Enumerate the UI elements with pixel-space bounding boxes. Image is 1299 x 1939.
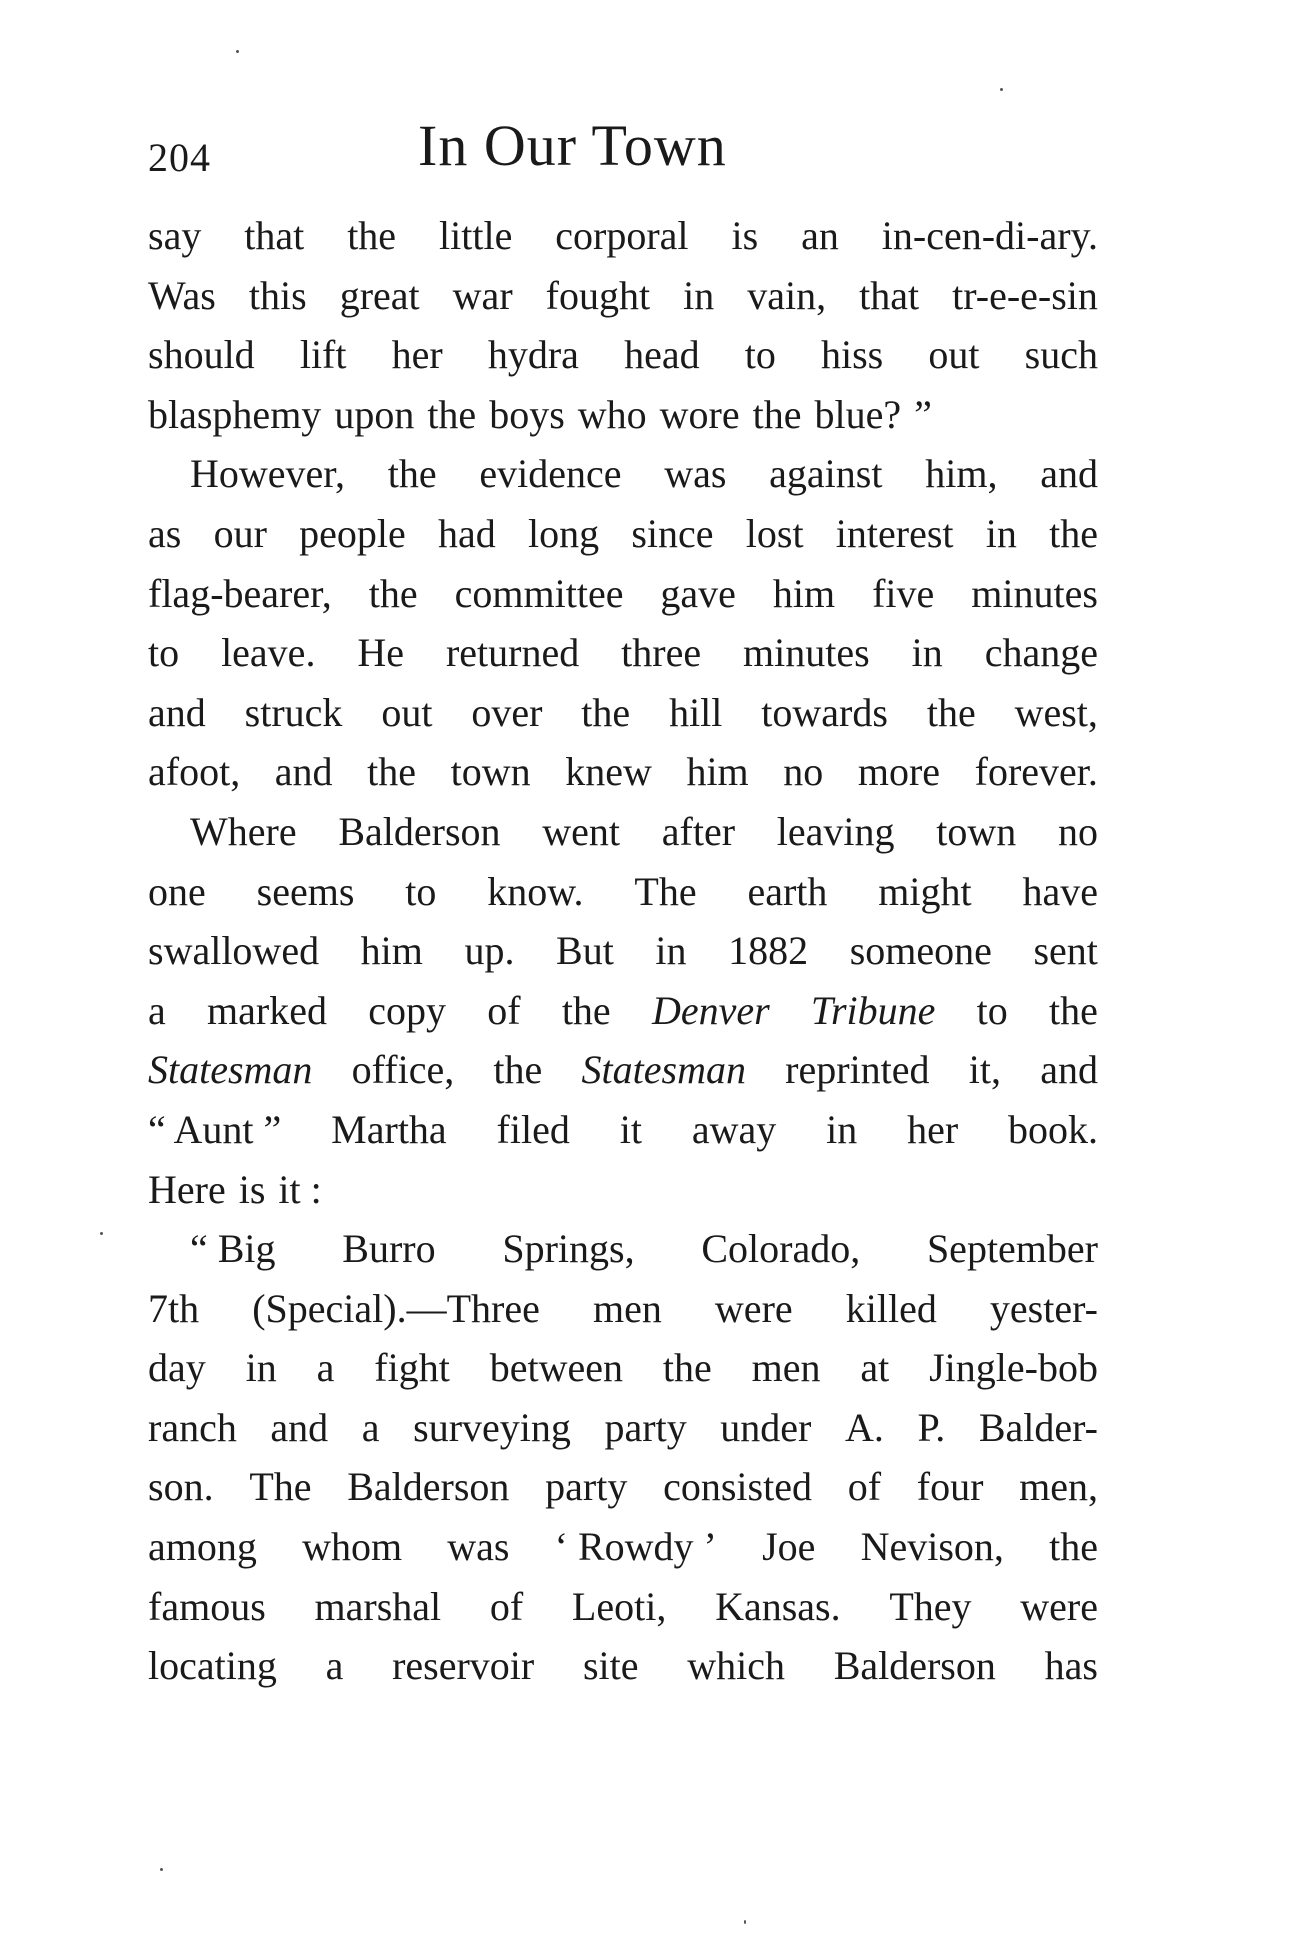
word: evidence — [479, 451, 622, 497]
word: sent — [1033, 928, 1098, 974]
word: blasphemy — [148, 391, 322, 437]
scan-speck — [100, 1232, 103, 1235]
word: “ Big — [190, 1226, 276, 1272]
word: great — [339, 272, 420, 318]
word: that — [859, 272, 920, 318]
word: killed — [845, 1285, 937, 1331]
word: one — [148, 868, 206, 914]
word: struck — [244, 689, 343, 735]
word: surveying — [413, 1404, 571, 1450]
text-line — [148, 266, 1098, 326]
word: was — [447, 1524, 510, 1570]
word: him — [772, 570, 836, 616]
word: a — [316, 1345, 335, 1391]
word: over — [471, 689, 543, 735]
word: might — [878, 868, 972, 914]
word: But — [556, 928, 614, 974]
word: the — [1049, 1524, 1098, 1570]
text-line — [148, 1398, 1098, 1458]
word: against — [769, 451, 883, 497]
word: famous — [148, 1583, 266, 1629]
scan-speck — [744, 1920, 746, 1924]
word: her — [391, 332, 443, 378]
word: party — [604, 1404, 687, 1450]
page-header — [148, 112, 1098, 192]
word: war — [452, 272, 513, 318]
word: Jingle-bob — [929, 1345, 1098, 1391]
word: were — [1020, 1583, 1098, 1629]
word: five — [872, 570, 935, 616]
word: lost — [745, 510, 804, 556]
word: and — [148, 689, 206, 735]
word: in-cen-di-ary. — [881, 213, 1098, 258]
word: no — [1057, 808, 1098, 854]
word: corporal — [555, 213, 689, 258]
text-line — [148, 1219, 1098, 1279]
text-line — [148, 742, 1098, 802]
word: September — [926, 1226, 1098, 1272]
word: upon — [334, 391, 415, 437]
word: in — [245, 1345, 277, 1391]
word: a — [361, 1404, 380, 1450]
word: Kansas. — [715, 1583, 841, 1629]
word: in — [985, 510, 1017, 556]
text-line — [148, 1279, 1098, 1339]
word: (Special).—Three — [252, 1285, 540, 1331]
word: it : — [278, 1166, 322, 1212]
word: people — [299, 510, 406, 556]
word: town — [450, 749, 531, 795]
running-title: In Our Town — [418, 113, 727, 178]
italic-word: Tribune — [810, 987, 936, 1033]
word: the — [1049, 510, 1098, 556]
word: “ Aunt ” — [148, 1106, 282, 1152]
word: However, — [190, 451, 345, 497]
word: our — [213, 510, 267, 556]
word: have — [1022, 868, 1098, 914]
word: the — [662, 1345, 712, 1391]
word: someone — [849, 928, 992, 974]
body-text — [148, 206, 1098, 1696]
word: 1882 — [728, 928, 809, 974]
word: office, — [351, 1047, 455, 1093]
word: to — [405, 868, 437, 914]
word: out — [381, 689, 433, 735]
word: the — [367, 749, 417, 795]
word: reservoir — [392, 1643, 535, 1689]
word: Balder- — [978, 1404, 1098, 1450]
word: They — [889, 1583, 972, 1629]
word: gave — [660, 570, 736, 616]
word: has — [1044, 1643, 1098, 1689]
word: ranch — [148, 1404, 237, 1450]
word: the — [752, 391, 802, 437]
word: which — [687, 1643, 785, 1689]
text-line — [148, 1636, 1098, 1696]
word: site — [582, 1643, 639, 1689]
word: ” — [914, 391, 932, 437]
word: men, — [1019, 1464, 1098, 1510]
word: after — [661, 808, 736, 854]
text-line — [148, 623, 1098, 683]
word: an — [801, 213, 839, 258]
text-line — [148, 1517, 1098, 1577]
word: The — [634, 868, 697, 914]
word: hill — [669, 689, 723, 735]
word: leaving — [776, 808, 895, 854]
word: that — [244, 213, 305, 258]
word: as — [148, 510, 182, 556]
word: fight — [374, 1345, 450, 1391]
word: is — [731, 213, 759, 258]
word: him — [686, 749, 749, 795]
word: forever. — [974, 749, 1098, 795]
word: were — [714, 1285, 793, 1331]
word: locating — [148, 1643, 277, 1689]
word: returned — [445, 630, 580, 676]
word: Leoti, — [571, 1583, 667, 1629]
word: in — [911, 630, 943, 676]
word: in — [683, 272, 715, 318]
word: Where — [190, 808, 297, 854]
word: Balderson — [338, 808, 501, 854]
word: the — [387, 451, 437, 497]
word: Colorado, — [701, 1226, 861, 1272]
text-line — [148, 1457, 1098, 1517]
word: flag-bearer, — [148, 570, 332, 616]
word: earth — [747, 868, 828, 914]
word: The — [249, 1464, 312, 1510]
word: him, — [925, 451, 998, 497]
word: who — [577, 391, 647, 437]
page-number: 204 — [148, 135, 211, 180]
word: no — [783, 749, 824, 795]
word: long — [527, 510, 600, 556]
word: say — [148, 213, 202, 258]
word: leave. — [221, 630, 316, 676]
word: at — [860, 1345, 890, 1391]
word: Martha — [331, 1106, 447, 1152]
text-line — [148, 1100, 1098, 1160]
word: son. — [148, 1464, 214, 1510]
word: the — [926, 689, 976, 735]
word: in — [655, 928, 687, 974]
word: of — [847, 1464, 882, 1510]
word: marked — [207, 987, 327, 1033]
word: fought — [545, 272, 651, 318]
word: in — [826, 1106, 858, 1152]
word: minutes — [743, 630, 870, 676]
word: minutes — [971, 570, 1098, 616]
word: Burro — [342, 1226, 436, 1272]
word: him — [360, 928, 423, 974]
word: more — [857, 749, 941, 795]
word: out — [928, 332, 980, 378]
word: little — [439, 213, 513, 258]
text-line — [148, 1160, 1098, 1220]
word: it — [619, 1106, 642, 1152]
word: went — [542, 808, 621, 854]
italic-word: Statesman — [148, 1047, 313, 1093]
word: of — [487, 987, 521, 1033]
scan-speck — [160, 1868, 163, 1871]
text-line — [148, 802, 1098, 862]
word: and — [1040, 1047, 1098, 1093]
word: and — [274, 749, 333, 795]
word: whom — [302, 1524, 403, 1570]
word: wore — [659, 391, 740, 437]
word: town — [936, 808, 1017, 854]
word: a — [325, 1643, 344, 1689]
word: filed — [496, 1106, 570, 1152]
word: such — [1024, 332, 1098, 378]
word: interest — [835, 510, 954, 556]
text-line — [148, 1577, 1098, 1637]
word: consisted — [663, 1464, 812, 1510]
word: this — [248, 272, 307, 318]
word: A. — [844, 1404, 884, 1450]
text-line — [148, 921, 1098, 981]
word: to — [976, 987, 1008, 1033]
word: tr-e-e-sin — [952, 272, 1098, 318]
word: 7th — [148, 1285, 200, 1331]
word: her — [907, 1106, 959, 1152]
word: three — [621, 630, 702, 676]
word: yester- — [989, 1285, 1098, 1331]
word: boys — [489, 391, 565, 437]
word: day — [148, 1345, 206, 1391]
word: to — [744, 332, 776, 378]
word: knew — [565, 749, 652, 795]
word: book. — [1008, 1106, 1098, 1152]
word: swallowed — [148, 928, 320, 974]
word: Springs, — [502, 1226, 635, 1272]
word: should — [148, 332, 255, 378]
word: committee — [454, 570, 624, 616]
word: hydra — [487, 332, 579, 378]
word: Balderson — [833, 1643, 996, 1689]
word: between — [489, 1345, 623, 1391]
word: hiss — [821, 332, 884, 378]
word: Balderson — [347, 1464, 510, 1510]
word: it, — [968, 1047, 1001, 1093]
text-line — [148, 444, 1098, 504]
word: had — [437, 510, 496, 556]
word: among — [148, 1524, 257, 1570]
word: and — [270, 1404, 329, 1450]
word: afoot, — [148, 749, 241, 795]
word: change — [984, 630, 1098, 676]
word: know. — [487, 868, 584, 914]
word: the — [581, 689, 631, 735]
italic-word: Denver — [651, 987, 770, 1033]
word: the — [1049, 987, 1098, 1033]
word: Nevison, — [860, 1524, 1004, 1570]
word: the — [493, 1047, 543, 1093]
text-line — [148, 862, 1098, 922]
word: west, — [1014, 689, 1098, 735]
word: copy — [368, 987, 446, 1033]
word: the — [561, 987, 611, 1033]
word: under — [720, 1404, 812, 1450]
word: is — [238, 1166, 266, 1212]
word: since — [631, 510, 714, 556]
word: was — [664, 451, 727, 497]
word: Joe — [762, 1524, 816, 1570]
word: P. — [917, 1404, 946, 1450]
text-line — [148, 1040, 1098, 1100]
word: He — [357, 630, 405, 676]
word: men — [592, 1285, 662, 1331]
text-line — [148, 325, 1098, 385]
scan-speck — [236, 50, 239, 53]
text-line — [148, 385, 1098, 445]
word: vain, — [747, 272, 827, 318]
word: of — [489, 1583, 524, 1629]
word: ‘ Rowdy ’ — [554, 1524, 717, 1570]
word: marshal — [314, 1583, 442, 1629]
word: the — [368, 570, 418, 616]
word: head — [624, 332, 700, 378]
word: to — [148, 630, 180, 676]
word: and — [1040, 451, 1098, 497]
word: blue? — [814, 391, 902, 437]
word: the — [427, 391, 477, 437]
text-line — [148, 981, 1098, 1041]
word: lift — [299, 332, 347, 378]
word: men — [751, 1345, 821, 1391]
word: seems — [256, 868, 355, 914]
word: away — [691, 1106, 777, 1152]
text-line — [148, 206, 1098, 266]
italic-word: Statesman — [581, 1047, 746, 1093]
word: up. — [464, 928, 515, 974]
word: the — [347, 213, 397, 258]
word: Here — [148, 1166, 226, 1212]
text-line — [148, 1338, 1098, 1398]
word: towards — [761, 689, 888, 735]
word: a — [148, 987, 166, 1033]
scan-speck — [1000, 88, 1003, 91]
word: reprinted — [785, 1047, 930, 1093]
text-line — [148, 564, 1098, 624]
text-line — [148, 504, 1098, 564]
text-line — [148, 683, 1098, 743]
word: four — [916, 1464, 984, 1510]
word: party — [545, 1464, 628, 1510]
word: Was — [148, 272, 216, 318]
